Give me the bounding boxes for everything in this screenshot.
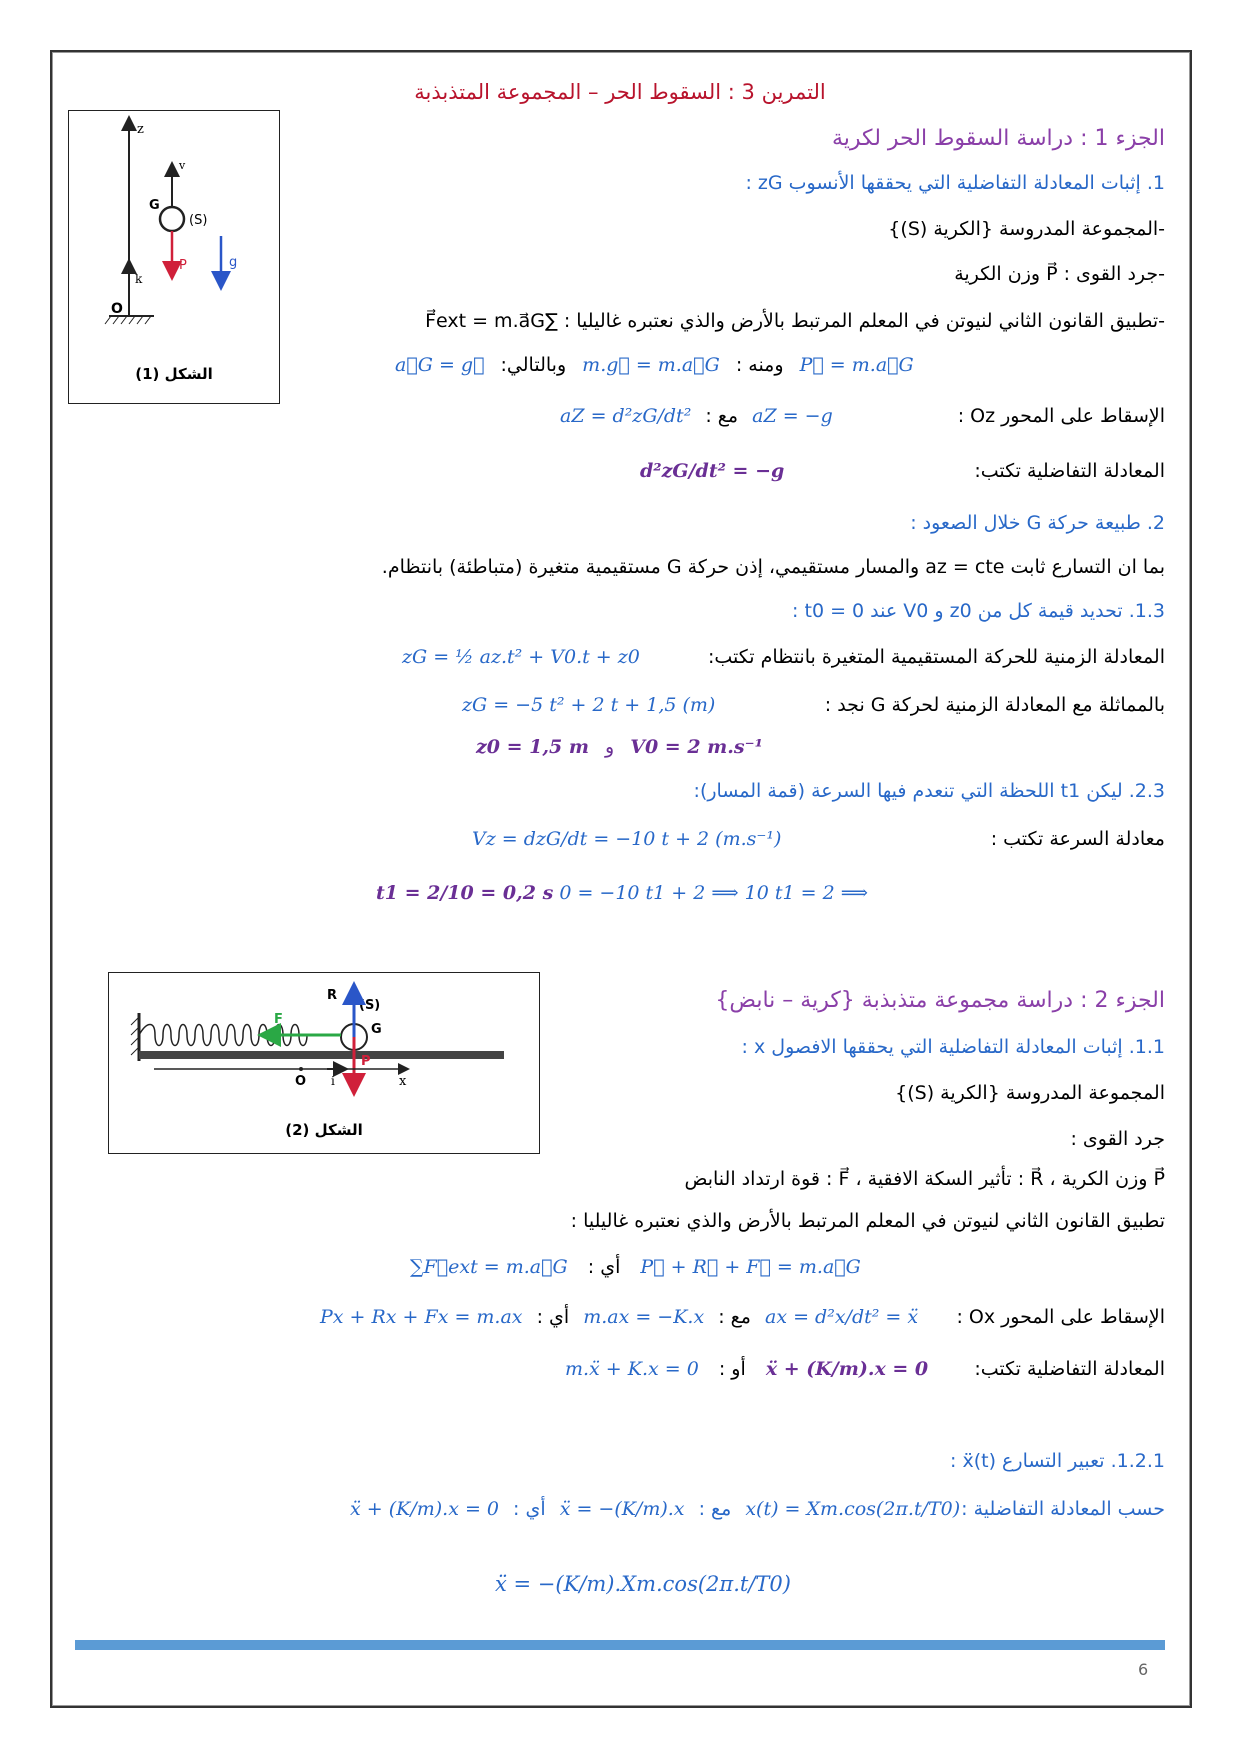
part1-result-and: و xyxy=(604,736,615,758)
part1-time-eq: zG = ½ az.t² + V0.t + z0 xyxy=(402,646,640,668)
svg-text:O: O xyxy=(111,301,123,317)
part1-diff-eq: d²zG/dt² = −g xyxy=(640,460,785,482)
part2-diff-eq: m.ẍ + K.x = 0 xyxy=(565,1358,699,1380)
part1-eq2: m.g⃗ = m.a⃗G xyxy=(582,354,720,376)
part1-eq1: P⃗ = m.a⃗G xyxy=(799,354,914,376)
part1-solve-result: t1 = 2/10 = 0,2 s xyxy=(376,882,554,904)
figure-2 xyxy=(108,972,540,1154)
svg-text:R: R xyxy=(327,988,338,1003)
part2-newton: تطبيق القانون الثاني لنيوتن في المعلم المرتبط بالأرض والذي نعتبره غاليليا : xyxy=(570,1210,1165,1232)
part1-q3-2: 2.3. ليكن t1 اللحظة التي تنعدم فيها السرعة (قمة المسار): xyxy=(693,780,1165,802)
svg-text:G: G xyxy=(371,1022,382,1037)
part1-results xyxy=(476,736,763,758)
part2-diff-label: المعادلة التفاضلية تكتب: xyxy=(974,1358,1165,1380)
part2-vector-line xyxy=(410,1256,861,1278)
part2-q1-2-1: 1.2.1. تعبير التسارع ẍ(t) : xyxy=(950,1450,1165,1472)
part2-forces-list: P⃗ وزن الكرية ، R⃗ : تأثير السكة الافقية ، F⃗ : قوة ارتداد النابض xyxy=(684,1168,1165,1190)
part2-proj-with: مع : xyxy=(718,1306,751,1328)
part1-identify-eq: zG = −5 t² + 2 t + 1,5 (m) xyxy=(462,694,716,716)
page-number: 6 xyxy=(1138,1660,1149,1679)
svg-text:i: i xyxy=(331,1074,335,1088)
figure-1-drawing xyxy=(69,111,279,403)
part2-acc-final: ẍ = −(K/m).Xm.cos(2π.t/T0) xyxy=(495,1572,791,1596)
part1-projection-label: الإسقاط على المحور Oz : xyxy=(957,405,1165,427)
svg-text:(S): (S) xyxy=(359,998,381,1013)
part2-forces-label: جرد القوى : xyxy=(1070,1128,1165,1150)
part1-solve: 0 = −10 t1 + 2 ⟹ 10 t1 = 2 ⟹ xyxy=(559,882,868,904)
part1-eq1-text: ومنه : xyxy=(735,354,784,376)
part2-ay-2: أي : xyxy=(536,1306,570,1328)
part1-eq2-text: وبالتالي: xyxy=(500,354,567,376)
part1-identify-label: بالمماثلة مع المعادلة الزمنية لحركة G نجد : xyxy=(824,694,1165,716)
part2-ay: أي : xyxy=(587,1256,621,1278)
part2-sum-eq: ∑F⃗ext = m.a⃗G xyxy=(410,1256,568,1278)
figure-1 xyxy=(68,110,280,404)
part2-diff-line xyxy=(565,1358,928,1380)
part2-acc-line xyxy=(350,1498,960,1520)
part1-heading: الجزء 1 : دراسة السقوط الحر لكرية xyxy=(832,126,1165,151)
part2-diff-eq2: ẍ + (K/m).x = 0 xyxy=(765,1358,929,1380)
part1-q1: 1. إثبات المعادلة التفاضلية التي يحققها الأنسوب zG : xyxy=(745,172,1165,194)
part1-q2: 2. طبيعة حركة G خلال الصعود : xyxy=(910,512,1165,534)
part2-heading: الجزء 2 : دراسة مجموعة متذبذبة {كرية – نابض} xyxy=(715,988,1165,1013)
svg-text:G: G xyxy=(149,198,160,213)
figure-1-caption: الشكل (1) xyxy=(135,365,213,383)
page-title: التمرين 3 : السقوط الحر – المجموعة المتذبذبة xyxy=(414,80,826,104)
svg-text:P: P xyxy=(179,258,187,273)
svg-text:v: v xyxy=(179,159,186,172)
svg-text:F: F xyxy=(274,1012,283,1027)
part1-result-z0: z0 = 1,5 m xyxy=(476,736,589,758)
svg-text:g: g xyxy=(229,255,238,270)
part2-acc-ay: أي : xyxy=(513,1498,546,1520)
part2-proj-def: ax = d²x/dt² = ẍ xyxy=(765,1306,919,1328)
part1-speed-eq: Vz = dzG/dt = −10 t + 2 (m.s⁻¹) xyxy=(472,828,782,850)
part2-proj-line xyxy=(320,1306,918,1328)
part2-proj-eq: Px + Rx + Fx = m.ax xyxy=(320,1306,523,1328)
svg-text:k: k xyxy=(135,272,143,286)
part2-proj-eq2: m.ax = −K.x xyxy=(583,1306,705,1328)
figure-2-caption: الشكل (2) xyxy=(285,1121,363,1139)
part1-diff-label: المعادلة التفاضلية تكتب: xyxy=(974,460,1165,482)
svg-text:z: z xyxy=(137,122,144,137)
part1-q3-1: 1.3. تحديد قيمة كل من z0 و V0 عند t0 = 0 : xyxy=(792,600,1165,622)
part1-result-v0: V0 = 2 m.s⁻¹ xyxy=(630,736,763,758)
part2-vec-eq: P⃗ + R⃗ + F⃗ = m.a⃗G xyxy=(640,1256,861,1278)
svg-text:P: P xyxy=(361,1054,371,1069)
part1-projection-def: aZ = d²zG/dt² xyxy=(560,405,692,427)
part2-acc-eq1: ẍ + (K/m).x = 0 xyxy=(350,1498,499,1520)
part1-system: -المجموعة المدروسة {الكرية (S)} xyxy=(888,218,1165,240)
part1-speed-label: معادلة السرعة تكتب : xyxy=(990,828,1165,850)
part2-q1-1: 1.1. إثبات المعادلة التفاضلية التي يحققها الافصول x : xyxy=(741,1036,1165,1058)
part2-acc-with: مع : xyxy=(698,1498,732,1520)
footer-bar xyxy=(75,1640,1165,1650)
part1-forces: -جرد القوى : P⃗ وزن الكرية xyxy=(954,263,1165,285)
part2-acc-eq2: ẍ = −(K/m).x xyxy=(559,1498,685,1520)
part1-eq3: a⃗G = g⃗ xyxy=(395,354,485,376)
svg-text:x: x xyxy=(399,1074,407,1089)
part1-newton: -تطبيق القانون الثاني لنيوتن في المعلم المرتبط بالأرض والذي نعتبره غاليليا : ∑F⃗ext = m.a⃗G xyxy=(425,310,1165,332)
part1-q2-answer: بما ان التسارع ثابت az = cte والمسار مستقيمي، إذن حركة G مستقيمية متغيرة (متباطئة) بانتظام. xyxy=(381,556,1165,578)
part2-by-diff: حسب المعادلة التفاضلية : xyxy=(961,1498,1165,1520)
part1-eq-line xyxy=(395,354,914,376)
part1-with: مع : xyxy=(705,405,739,427)
part1-time-eq-label: المعادلة الزمنية للحركة المستقيمية المتغيرة بانتظام تكتب: xyxy=(707,646,1165,668)
part2-proj-label: الإسقاط على المحور Ox : xyxy=(956,1306,1165,1328)
part1-projection-line xyxy=(560,405,833,427)
svg-text:O: O xyxy=(295,1074,307,1089)
part2-acc-eq3: x(t) = Xm.cos(2π.t/T0) xyxy=(745,1498,961,1520)
part1-solve-line xyxy=(370,882,868,904)
part2-or: أو : xyxy=(718,1358,746,1380)
svg-text:(S): (S) xyxy=(189,213,208,228)
part2-system: المجموعة المدروسة {الكرية (S)} xyxy=(895,1082,1165,1104)
part1-projection-eq: aZ = −g xyxy=(752,405,833,427)
